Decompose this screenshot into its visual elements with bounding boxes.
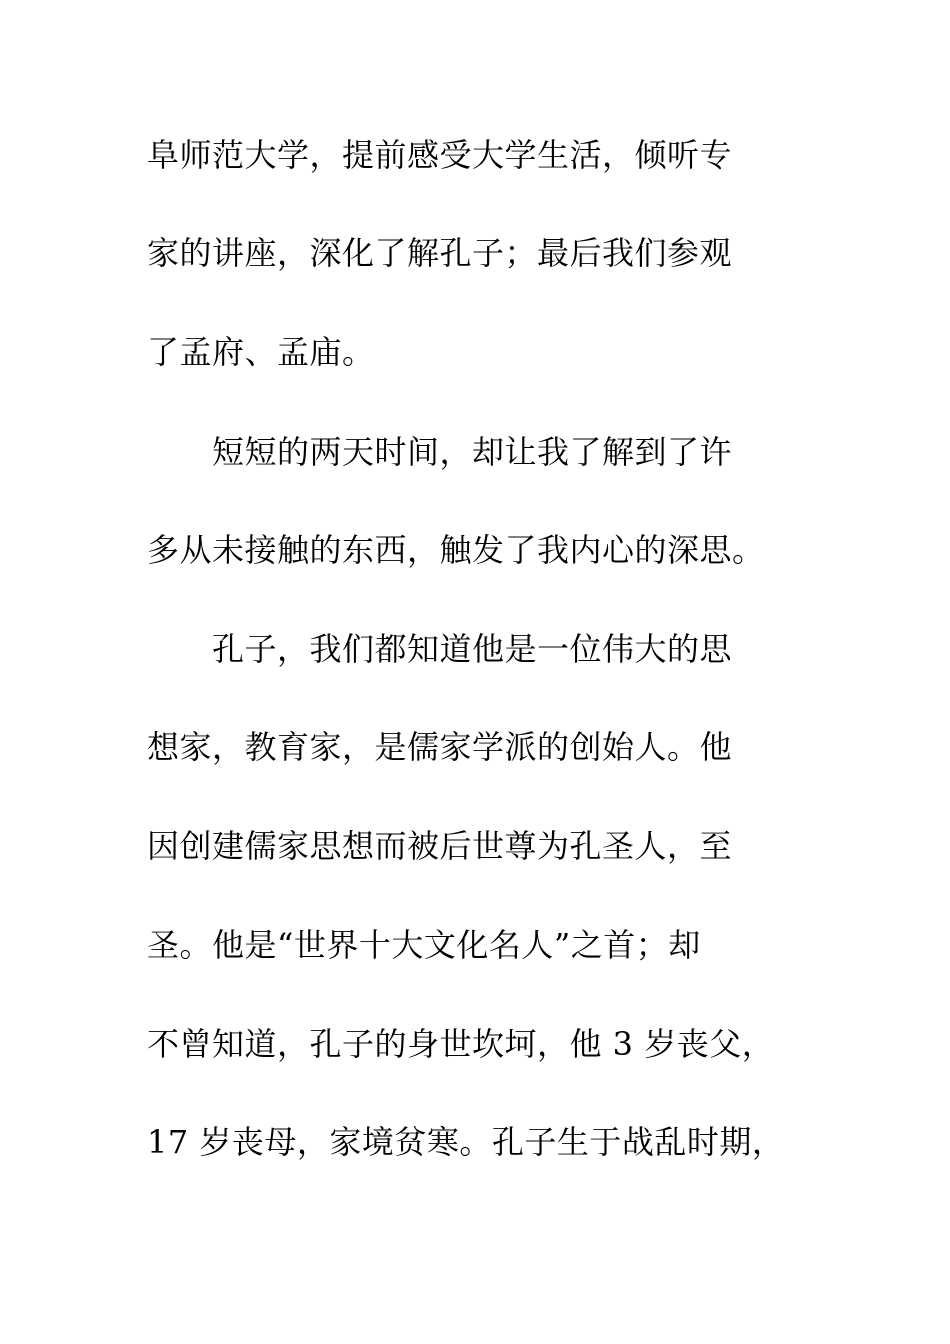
text-line: 圣。他是“世界十大文化名人”之首；却: [147, 926, 701, 964]
text-line: 短短的两天时间，却让我了解到了许: [147, 433, 733, 471]
text-line: 因创建儒家思想而被后世尊为孔圣人，至: [147, 827, 733, 865]
text-line: 不曾知道，孔子的身世坎坷，他 3 岁丧父，: [147, 1025, 775, 1063]
text-line: 17 岁丧母，家境贫寒。孔子生于战乱时期，: [147, 1123, 785, 1161]
text-line: 多从未接触的东西，触发了我内心的深思。: [147, 531, 765, 569]
text-line: 孔子，我们都知道他是一位伟大的思: [147, 630, 733, 668]
text-line: 想家，教育家，是儒家学派的创始人。他: [147, 728, 733, 766]
text-line: 家的讲座，深化了解孔子；最后我们参观: [147, 234, 733, 272]
text-line: 了孟府、孟庙。: [147, 333, 375, 371]
text-line: 阜师范大学，提前感受大学生活，倾听专: [147, 136, 733, 174]
